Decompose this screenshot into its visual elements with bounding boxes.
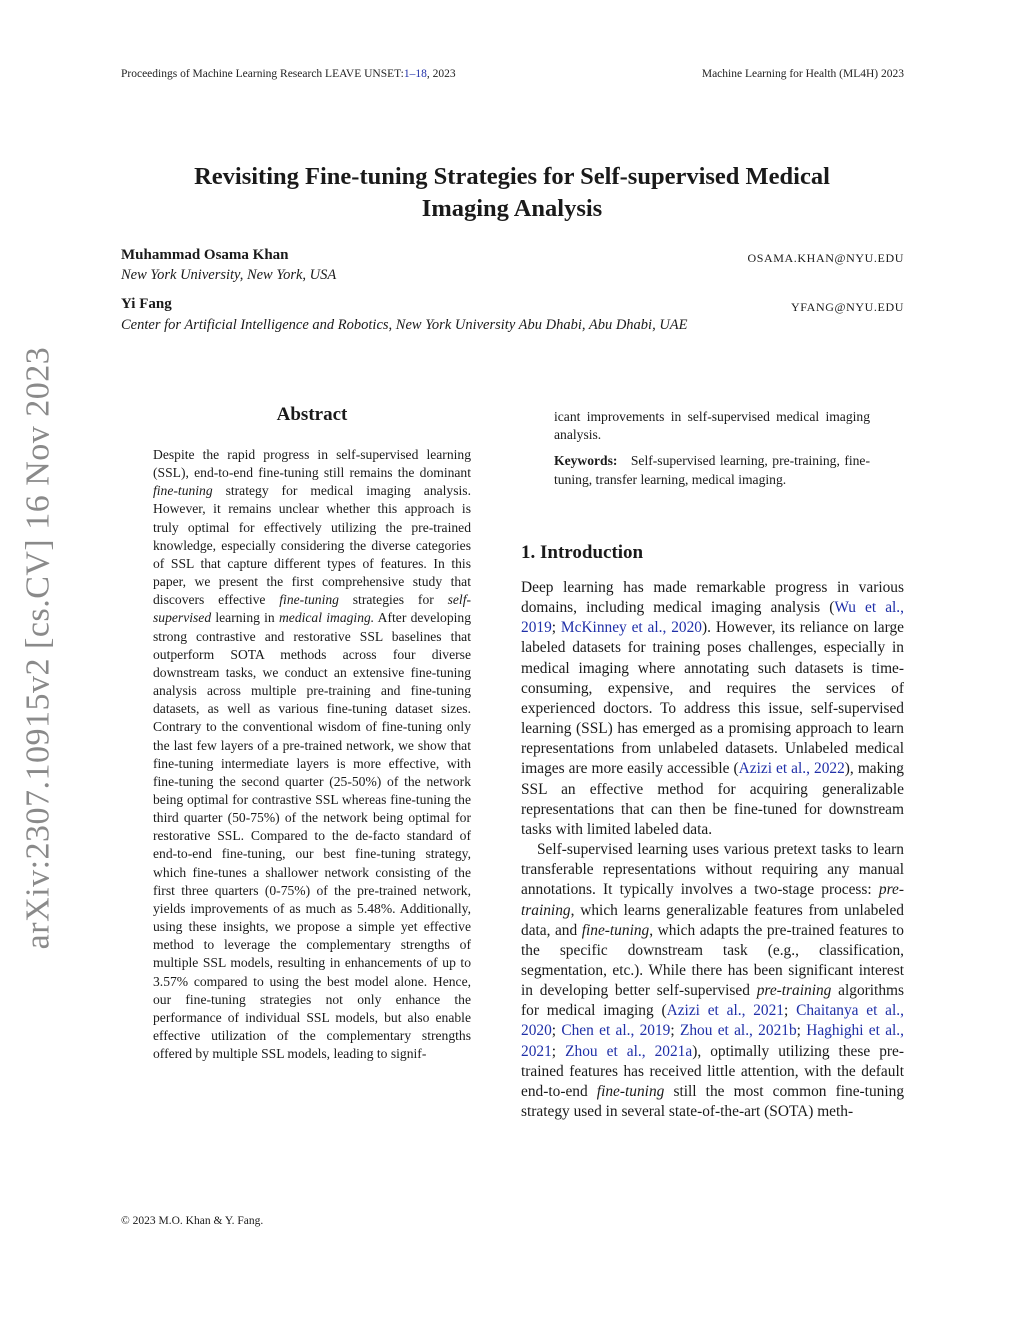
citation-link[interactable]: Wu et al., 2019: [521, 599, 904, 637]
running-header-right: Machine Learning for Health (ML4H) 2023: [701, 68, 904, 80]
arxiv-identifier: arXiv:2307.10915v2 [cs.CV] 16 Nov 2023: [19, 346, 56, 950]
author-2-name: Yi Fang: [121, 296, 172, 312]
running-header-left: Proceedings of Machine Learning Research LEAVE UNSET:1–18, 2023: [121, 68, 456, 80]
introduction-body: [521, 578, 904, 1122]
citation-link[interactable]: Zhou et al., 2021a: [565, 1042, 693, 1060]
author-2-email: YFANG@NYU.EDU: [791, 300, 904, 314]
abstract-body: Despite the rapid progress in self-supervised learning (SSL), end-to-end fine-tuning still remains the dominant fine-tuning strategy for medical imaging analysis. However, it remains unclear whether this approach is truly optimal for effectively utilizing the pre-trained knowledge, especially considering the diverse categories of SSL that capture different types of features. In this paper, we present the first comprehensive study that discovers effective fine-tuning strategies for self-supervised learning in medical imaging. After developing strong contrastive and restorative SSL baselines that outperform SOTA methods across four diverse downstream tasks, we conduct an extensive fine-tuning analysis across multiple pre-training and fine-tuning datasets, as well as various fine-tuning dataset sizes. Contrary to the conventional wisdom of fine-tuning only the last few layers of a pre-trained network, we show that fine-tuning intermediate layers is more effective, with fine-tuning the second quarter (25-50%) of the network being optimal for contrastive SSL whereas fine-tuning the third quarter (50-75%) of the network being optimal for restorative SSL. Compared to the de-facto standard of end-to-end fine-tuning, our best fine-tuning strategy, which fine-tunes a shallower network consisting of the first three quarters (0-75%) of the pre-trained network, yields improvements of as much as 5.48%. Additionally, using these insights, we propose a simple yet effective method to leverage the complementary strengths of multiple SSL models, resulting in enhancements of up to 3.57% compared to using the best model alone. Hence, our fine-tuning strategies not only enhance the performance of individual SSL models, but also enable effective utilization of the complementary strengths offered by multiple SSL models, leading to signif-: [153, 447, 472, 1062]
page-range-link[interactable]: 1–18: [403, 68, 427, 80]
citation-link[interactable]: Chen et al., 2019: [561, 1022, 671, 1040]
citation-link[interactable]: Haghighi et al., 2021: [521, 1022, 904, 1060]
keywords-label: Keywords:: [554, 453, 618, 469]
abstract-continuation: [554, 408, 870, 489]
copyright-notice: © 2023 M.O. Khan & Y. Fang.: [121, 1215, 264, 1227]
author-1-name: Muhammad Osama Khan: [121, 247, 289, 263]
citation-link[interactable]: Chaitanya et al., 2020: [521, 1002, 904, 1040]
copyright-icon: ©: [121, 1215, 130, 1227]
intro-paragraph-2: Self-supervised learning uses various pretext tasks to learn transferable representations without requiring any manual annotations. It typically involves a two-stage process: pre-training, which learns generalizable features from unlabeled data, and fine-tuning, which adapts the pre-trained features to the specific downstream task (e.g., classification, segmentation, etc.). While there has been significant interest in developing better self-supervised pre-training algorithms for medical imaging (Azizi et al., 2021; Chaitanya et al., 2020; Chen et al., 2019; Zhou et al., 2021b; Haghighi et al., 2021; Zhou et al., 2021a), optimally utilizing these pre-trained features has received little attention, with the default end-to-end fine-tuning still the most common fine-tuning strategy used in several state-of-the-art (SOTA) meth-: [521, 841, 905, 1121]
keywords: [554, 452, 870, 488]
arxiv-stamp: [8, 348, 68, 948]
abstract-part-right: icant improvements in self-supervised medical imaging analysis.: [554, 409, 870, 443]
author-1-affiliation: New York University, New York, USA: [121, 267, 337, 283]
title-line-1: Revisiting Fine-tuning Strategies for Self-supervised Medical: [194, 163, 830, 190]
abstract-heading: Abstract: [276, 404, 348, 425]
citation-link[interactable]: Zhou et al., 2021b: [679, 1022, 797, 1040]
paper-title: [130, 161, 894, 225]
intro-paragraph-1: Deep learning has made remarkable progress in various domains, including medical imaging analysis (Wu et al., 2019; McKinney et al., 2020). However, its reliance on large labeled datasets for training poses challenges, especially in medical imaging where annotating such datasets is time-consuming, expensive, and requires the services of experienced doctors. To address this issue, self-supervised learning (SSL) has emerged as a promising approach to learn representations from unlabeled datasets. Unlabeled medical images are more easily accessible (Azizi et al., 2022), making SSL an effective method for acquiring generalizable representations that can then be fine-tuned for downstream tasks with limited labeled data.: [521, 579, 904, 838]
author-1-email: OSAMA.KHAN@NYU.EDU: [747, 251, 904, 265]
author-2-affiliation: Center for Artificial Intelligence and Robotics, New York University Abu Dhabi, Abu Dhabi, UAE: [121, 317, 688, 333]
citation-link[interactable]: McKinney et al., 2020: [560, 619, 702, 637]
section-heading-introduction: 1. Introduction: [521, 542, 644, 563]
keywords-text: Self-supervised learning, pre-training, fine-tuning, transfer learning, medical imaging.: [554, 453, 870, 487]
title-line-2: Imaging Analysis: [421, 195, 603, 222]
citation-link[interactable]: Azizi et al., 2022: [738, 760, 845, 778]
abstract-part-left: After developing strong contrastive and restorative SSL baselines that outperform SOTA methods across four diverse downstream tasks, we conduct an extensive fine-tuning analysis across multiple pre-training and fine-tuning datasets, as well as various fine-tuning dataset sizes. Contrary to the conventional wisdom of fine-tuning only the last few layers of a pre-trained network, we show that fine-tuning intermediate layers is more effective, with fine-tuning the second quarter (25-50%) of the network being optimal for contrastive SSL whereas fine-tuning the third quarter (50-75%) of the network being optimal for restorative SSL. Compared to the de-facto standard of end-to-end fine-tuning, our best fine-tuning strategy, which fine-tunes a shallower network consisting of the first three quarters (0-75%) of the pre-trained network, yields improvements of as much as 5.48%. Additionally, using these insights, we propose a simple yet effective method to leverage the complementary strengths of multiple SSL models, resulting in enhancements of up to 3.57% compared to using the best model alone. Hence, our fine-tuning strategies not only enhance the performance of individual SSL models, but also enable effective utilization of the complementary strengths offered by multiple SSL models, leading to signif-: [153, 610, 472, 1062]
citation-link[interactable]: Azizi et al., 2021: [666, 1002, 785, 1020]
